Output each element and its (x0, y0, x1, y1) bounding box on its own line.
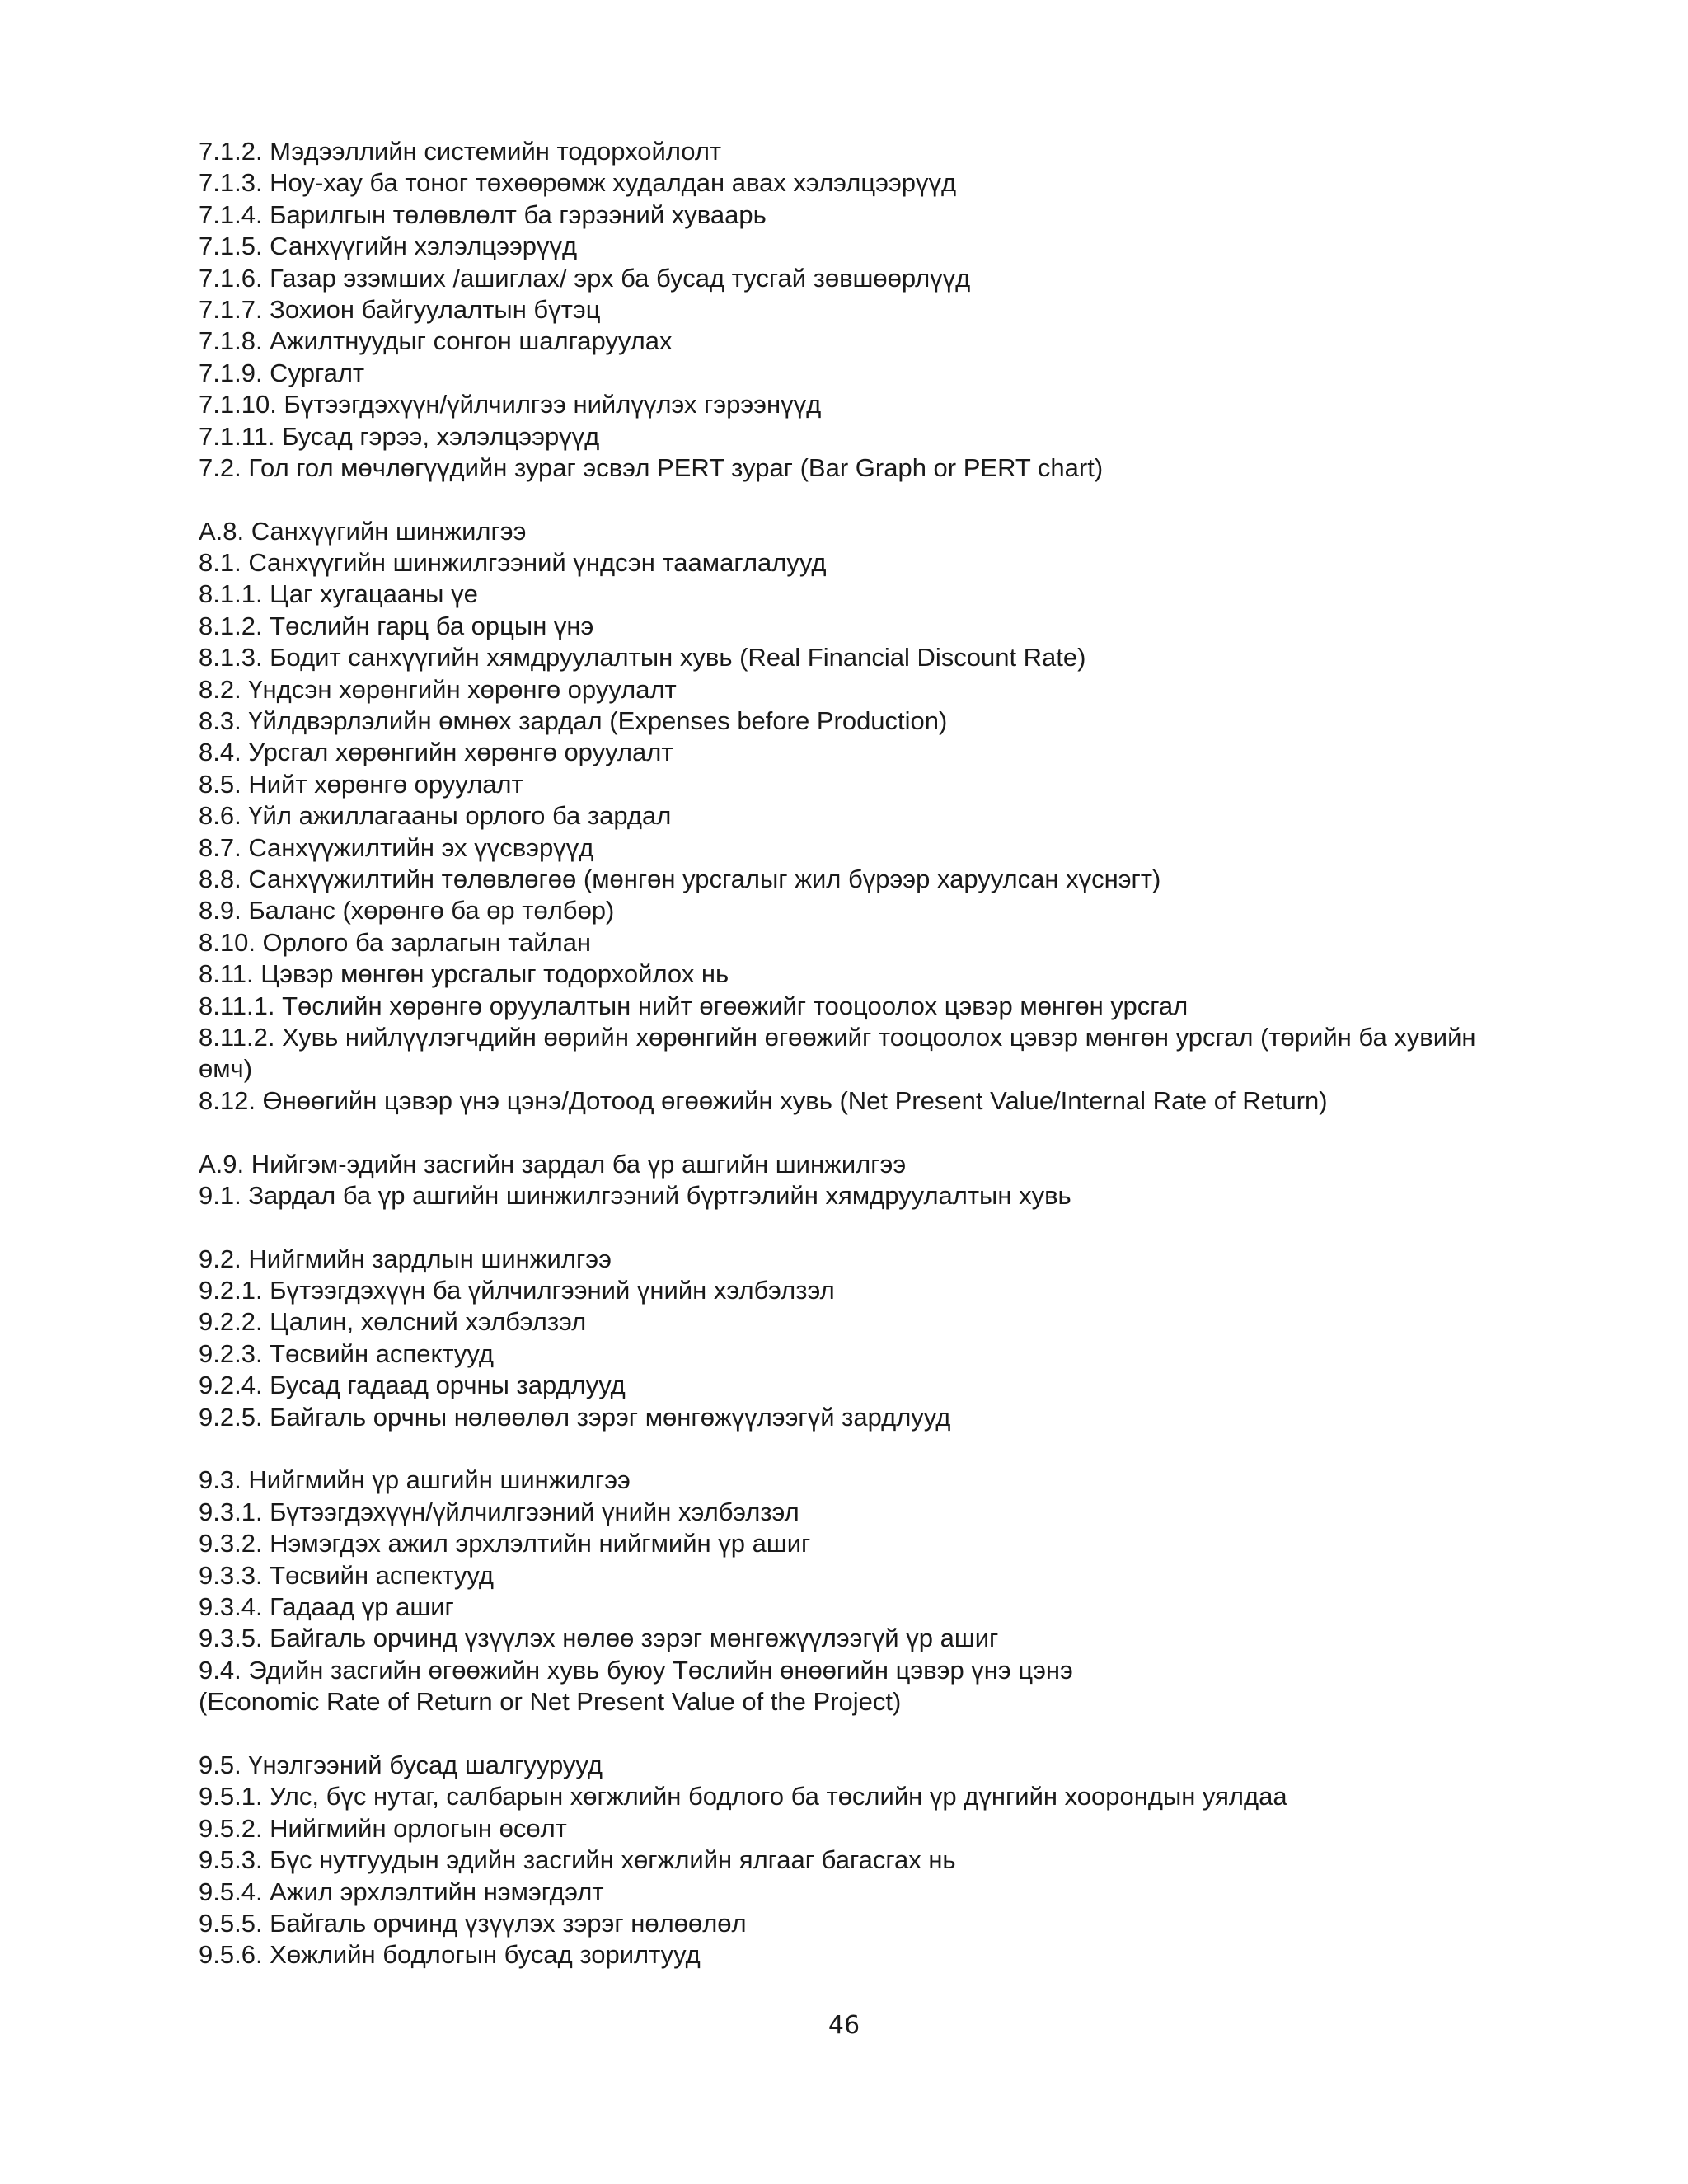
list-item: 9.2.3. Төсвийн аспектууд (199, 1338, 494, 1368)
list-item: 9.3.1. Бүтээгдэхүүн/үйлчилгээний үнийн хэлбэлзэл (199, 1497, 799, 1526)
list-item: 7.2. Гол гол мөчлөгүүдийн зураг эсвэл PERT зураг (Bar Graph or PERT chart) (199, 452, 1104, 482)
section-8-list (199, 516, 1501, 1117)
list-item: 9.5.6. Хөжлийн бодлогын бусад зорилтууд (199, 1940, 701, 1970)
list-item: 7.1.8. Ажилтнуудыг сонгон шалгаруулах (199, 326, 673, 356)
paragraph-spacer (199, 1433, 1501, 1465)
list-item: 8.3. Үйлдвэрлэлийн өмнөх зардал (Expenses before Production) (199, 706, 948, 736)
subsection-heading: 9.3. Нийгмийн үр ашгийн шинжилгээ (199, 1465, 631, 1495)
list-item: 8.9. Баланс (хөрөнгө ба өр төлбөр) (199, 896, 615, 926)
list-item: 9.2.5. Байгаль орчны нөлөөлөл зэрэг мөнгөжүүлээгүй зардлууд (199, 1402, 951, 1432)
section-heading: А.8. Санхүүгийн шинжилгээ (199, 516, 527, 546)
document-body (199, 136, 1501, 1971)
list-item: 8.4. Урсгал хөрөнгийн хөрөнгө оруулалт (199, 738, 673, 767)
list-item: 8.11. Цэвэр мөнгөн урсгалыг тодорхойлох нь (199, 959, 729, 989)
list-item: 9.5.5. Байгаль орчинд үзүүлэх зэрэг нөлөөлөл (199, 1908, 747, 1938)
list-item: 8.11.2. Хувь нийлүүлэгчдийн өөрийн хөрөнгийн өгөөжийг тооцоолох цэвэр мөнгөн урсгал (төрийн ба хувийн өмч) (199, 1022, 1476, 1084)
list-item: 9.2.4. Бусад гадаад орчны зардлууд (199, 1371, 626, 1400)
list-item: 7.1.11. Бусад гэрээ, хэлэлцээрүүд (199, 421, 600, 451)
paragraph-spacer (199, 484, 1501, 515)
list-item: 7.1.2. Мэдээллийн системийн тодорхойлолт (199, 137, 722, 166)
list-item: 8.1.1. Цаг хугацааны үе (199, 579, 478, 609)
list-item: 8.1.3. Бодит санхүүгийн хямдруулалтын хувь (Real Financial Discount Rate) (199, 643, 1086, 673)
section-9-5-list (199, 1750, 1501, 1971)
list-item: 8.2. Үндсэн хөрөнгийн хөрөнгө оруулалт (199, 674, 677, 704)
list-item: 9.3.2. Нэмэгдэх ажил эрхлэлтийн нийгмийн үр ашиг (199, 1529, 811, 1558)
list-item: 8.12. Өнөөгийн цэвэр үнэ цэнэ/Дотоод өгөөжийн хувь (Net Present Value/Internal Rate of Return) (199, 1085, 1328, 1115)
list-item: 9.3.3. Төсвийн аспектууд (199, 1560, 494, 1590)
section-9-3-list (199, 1465, 1501, 1718)
list-item: 9.2.2. Цалин, хөлсний хэлбэлзэл (199, 1307, 587, 1337)
list-item: 8.7. Санхүүжилтийн эх үүсвэрүүд (199, 832, 594, 862)
section-7-list (199, 136, 1501, 484)
list-item: 8.8. Санхүүжилтийн төлөвлөгөө (мөнгөн урсгалыг жил бүрээр харуулсан хүснэгт) (199, 864, 1161, 893)
list-item: 9.5.1. Улс, бүс нутаг, салбарын хөгжлийн бодлого ба төслийн үр дүнгийн хоорондын уялдаа (199, 1782, 1287, 1811)
list-item: 7.1.10. Бүтээгдэхүүн/үйлчилгээ нийлүүлэх гэрээнүүд (199, 390, 822, 419)
list-item: 8.10. Орлого ба зарлагын тайлан (199, 927, 592, 957)
list-item: 7.1.3. Ноу-хау ба тоног төхөөрөмж худалдан авах хэлэлцээрүүд (199, 168, 957, 198)
list-item: 7.1.4. Барилгын төлөвлөлт ба гэрээний хуваарь (199, 199, 767, 229)
list-item: 9.3.5. Байгаль орчинд үзүүлэх нөлөө зэрэг мөнгөжүүлээгүй үр ашиг (199, 1624, 999, 1653)
paragraph-spacer (199, 1212, 1501, 1243)
list-item: 9.2.1. Бүтээгдэхүүн ба үйлчилгээний үнийн хэлбэлзэл (199, 1276, 835, 1305)
list-item: 9.5.2. Нийгмийн орлогын өсөлт (199, 1813, 567, 1843)
list-item: 9.1. Зардал ба үр ашгийн шинжилгээний бүртгэлийн хямдруулалтын хувь (199, 1180, 1071, 1210)
paragraph-spacer (199, 1718, 1501, 1750)
list-item: 7.1.5. Санхүүгийн хэлэлцээрүүд (199, 232, 578, 261)
page-number: 46 (828, 2011, 860, 2040)
list-item: 9.3.4. Гадаад үр ашиг (199, 1592, 454, 1621)
section-heading: А.9. Нийгэм-эдийн засгийн зардал ба үр ашгийн шинжилгээ (199, 1149, 907, 1179)
list-item: 8.6. Үйл ажиллагааны орлого ба зардал (199, 801, 672, 831)
list-item: 7.1.6. Газар эзэмших /ашиглах/ эрх ба бусад тусгай зөвшөөрлүүд (199, 263, 971, 293)
subsection-heading: 9.5. Үнэлгээний бусад шалгуурууд (199, 1750, 603, 1779)
paragraph-spacer (199, 1117, 1501, 1148)
section-9-intro (199, 1149, 1501, 1212)
list-item: (Economic Rate of Return or Net Present Value of the Project) (199, 1687, 902, 1717)
list-item: 9.5.4. Ажил эрхлэлтийн нэмэгдэлт (199, 1877, 604, 1906)
list-item: 9.5.3. Бүс нутгуудын эдийн засгийн хөгжлийн ялгааг багасгах нь (199, 1845, 956, 1875)
list-item: 8.5. Нийт хөрөнгө оруулалт (199, 769, 523, 799)
section-9-2-list (199, 1244, 1501, 1433)
list-item: 8.1.2. Төслийн гарц ба орцын үнэ (199, 611, 594, 640)
subsection-heading: 9.2. Нийгмийн зардлын шинжилгээ (199, 1244, 612, 1273)
list-item: 9.4. Эдийн засгийн өгөөжийн хувь буюу Төслийн өнөөгийн цэвэр үнэ цэнэ (199, 1655, 1073, 1685)
list-item: 7.1.7. Зохион байгуулалтын бүтэц (199, 294, 601, 324)
list-item: 7.1.9. Сургалт (199, 358, 365, 387)
list-item: 8.11.1. Төслийн хөрөнгө оруулалтын нийт өгөөжийг тооцоолох цэвэр мөнгөн урсгал (199, 991, 1189, 1020)
list-item: 8.1. Санхүүгийн шинжилгээний үндсэн таамаглалууд (199, 548, 827, 578)
